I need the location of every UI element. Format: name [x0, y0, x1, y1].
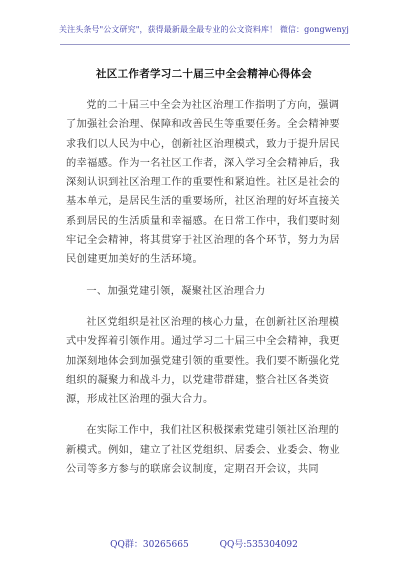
header-divider — [60, 44, 350, 45]
document-title: 社区工作者学习二十届三中全会精神心得体会 — [96, 68, 312, 80]
body-paragraph-2: 社区党组织是社区治理的核心力量，在创新社区治理模式中发挥着引领作用。通过学习二十届三中全会精神，我更加深刻地体会到加强党建引领的重要性。我们要不断强化党组织的凝聚力和战斗力，以党建带群建，整合社区各类资源，形成社区治理的强大合力。 — [66, 316, 340, 406]
body-paragraph-3: 在实际工作中，我们社区积极探索党建引领社区治理的新模式。例如，建立了社区党组织、居委会、业委会、物业公司等多方参与的联席会议制度，定期召开会议，共同 — [66, 425, 340, 476]
footer-contact — [0, 537, 408, 550]
header-promo-note: 关注头条号"公文研究"，获得最新最全最专业的公文资料库！ 微信：gongwenyj — [59, 25, 349, 34]
body-paragraph-1: 党的二十届三中全会为社区治理工作指明了方向，强调了加强社会治理、保障和改善民生等重要任务。全会精神要求我们以人民为中心，创新社区治理模式，致力于提升居民的幸福感。作为一名社区工作者，深入学习全会精神后，我深刻认识到社区治理工作的重要性和紧迫性。社区是社会的基本单元，是居民生活的重要场所，社区治理的好坏直接关系到居民的生活质量和幸福感。在日常工作中，我们要时刻牢记全会精神，将其贯穿于社区治理的各个环节，努力为居民创建更加美好的生活环境。 — [66, 100, 340, 266]
section-heading-1: 一、加强党建引领，凝聚社区治理合力 — [86, 285, 266, 297]
footer-qq-group: QQ群：30265665 — [110, 540, 189, 550]
document-body — [66, 96, 346, 479]
footer-qq-number: QQ号:535304092 — [219, 540, 298, 550]
